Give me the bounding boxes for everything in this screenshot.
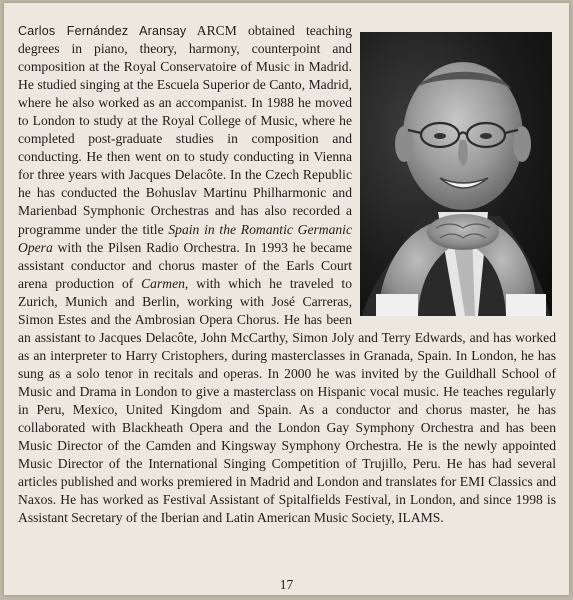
biography-paragraph-3: , with which he traveled to Zurich, Munich and Berlin, working with José Carreras, Simon Estes and the Ambrosian Opera Chorus. He has been an assistant to Jacques Delacôte, John McCarthy, Simon Joly and Terry Edwards, and has worked as an interpreter to Harry Cristophers, during masterclasses in Granada, Spain. In London, he has sung as a solo tenor in recitals and operas. In 2000 he was invited by the Guildhall School of Music and Drama in London to give a masterclass on Hispanic vocal music. He teaches regularly in Peru, Mexico, United Kingdom and Spain. As a conductor and chorus master, he has collaborated with Blackheath Opera and the London Gay Symphony Orchestra and has been Music Director of the Camden and Kingsway Symphony Orchestra. He is the newly appointed Music Director of the International Singing Competition of Trujillo, Peru. He has had several articles published and works premiered in Madrid and London and translates for EMI Classics and Naxos. He has worked as Festival Assistant of Spitalfields Festival, in London, and since 1998 is Assistant Secretary of the Iberian and Latin American Music Society, ILAMS. <box>18 275 556 526</box>
portrait-photo <box>360 32 552 316</box>
portrait-illustration <box>360 32 552 316</box>
production-title: Carmen <box>141 275 185 291</box>
page-number: 17 <box>279 577 294 592</box>
biography-paragraph-2: with the Pilsen Radio Orchestra. In 1993 he became assistant conductor and chorus master of the Earls Court arena production of <box>18 239 352 291</box>
biography-paragraph-1: ARCM obtained teaching degrees in piano, theory, harmony, counterpoint and composition at the Royal Conservatoire of Music in Madrid. He studied singing at the Escuela Superior de Canto, Madrid, where he also worked as an accompanist. In 1988 he moved to London to study at the Royal College of Music, where he completed post-graduate studies in composition and conducting. He then went on to study conducting in Vienna for three years with Jacques Delacôte. In the Czech Republic he has conducted the Bohuslav Martinu Philharmonic and Marienbad Symphonic Orchestras and has also recorded a programme under the title <box>18 23 352 237</box>
programme-title: Spain in the Romantic Germanic Opera <box>18 221 352 255</box>
booklet-page <box>4 3 569 595</box>
author-name: Carlos Fernández Aransay <box>18 24 187 38</box>
